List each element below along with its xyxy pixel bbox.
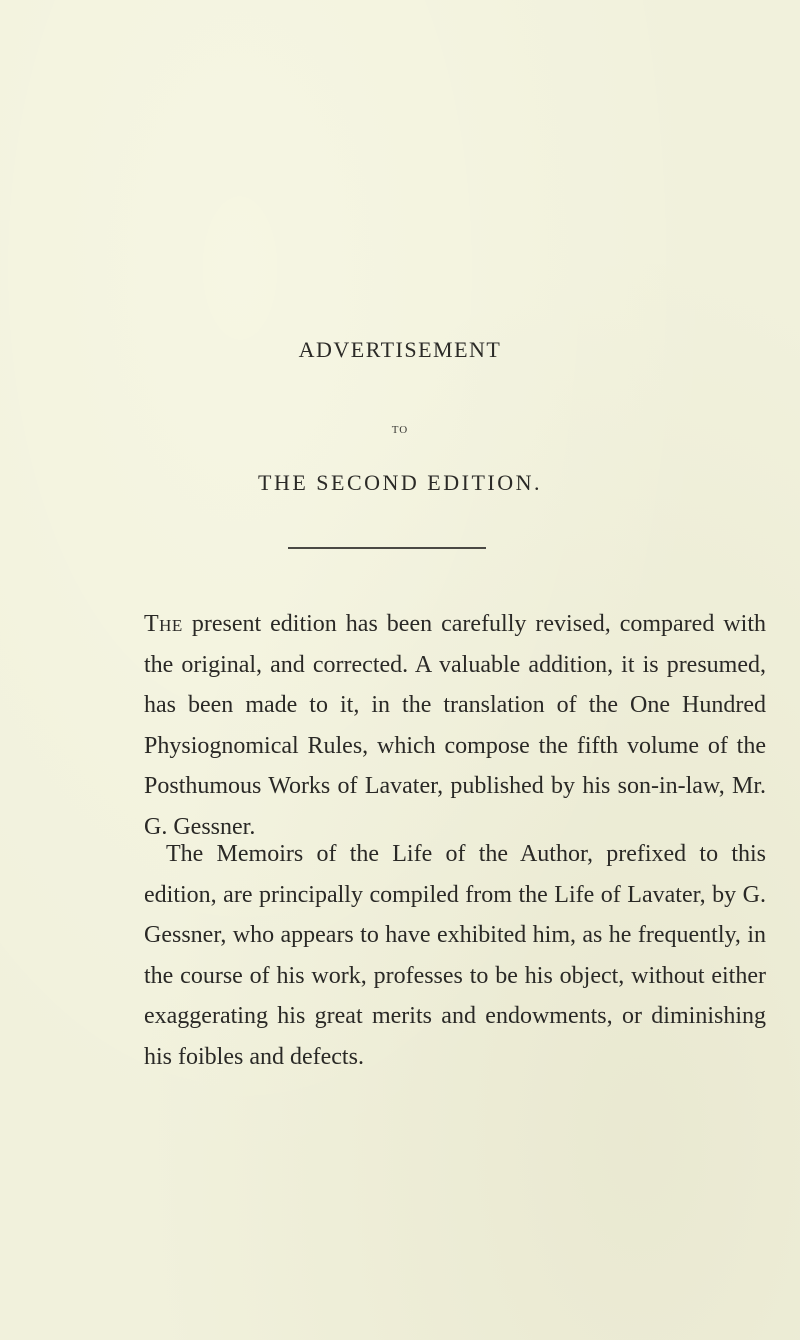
- title-connector: TO: [391, 424, 409, 436]
- page-title: ADVERTISEMENT: [298, 337, 502, 362]
- page-subtitle: THE SECOND EDITION.: [258, 470, 542, 495]
- paragraph-1: [144, 604, 766, 847]
- paragraph-1-text: present edition has been carefully revised, compared with the original, and corrected. A valuable addition, it is presumed, has been made to it, in the translation of the One Hundred Physiognomical Rules, which compose the fifth volume of the Posthumous Works of Lavater, published by his son-in-law, Mr. G. Gessner.: [144, 611, 766, 840]
- paragraph-2-text: The Memoirs of the Life of the Author, prefixed to this edition, are principally compiled from the Life of Lavater, by G. Gessner, who appears to have exhibited him, as he frequently, in the course of his work, professes to be his object, without either exaggerating his great merits and endowments, or diminishing his foibles and defects.: [144, 841, 766, 1070]
- horizontal-rule: [288, 547, 486, 549]
- paragraph-2: [144, 834, 766, 1077]
- paragraph-lead-word: The: [144, 611, 183, 637]
